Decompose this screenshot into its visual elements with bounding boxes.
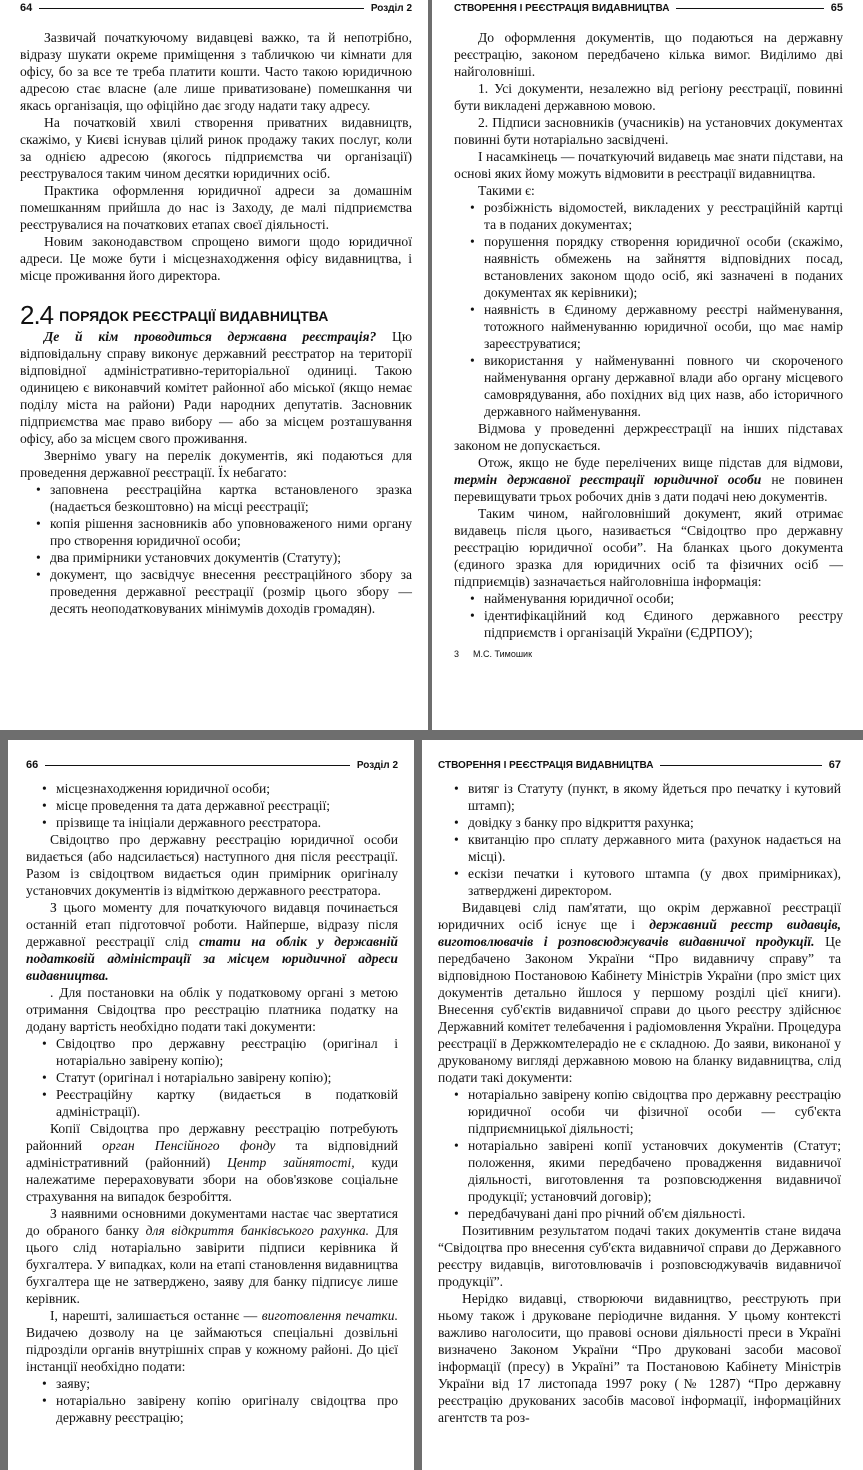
paragraph: І насамкінець — початкуючий видавець має знати підстави, на основі яких йому можуть відмовити в реєстрації видавництва. [454, 149, 843, 181]
list-item: • копія рішення засновників або уповноваженого ними органу про створення юридичної особи; [50, 515, 412, 549]
bullet-list [20, 481, 412, 617]
paragraph [26, 1307, 398, 1375]
emphasis: орган Пенсійного фонду [102, 1138, 276, 1153]
list-item: • розбіжність відомостей, викладених у реєстраційній картці та в поданих документах; [484, 199, 843, 233]
paragraph-text: І, нарешті, залишається останнє — [50, 1308, 262, 1323]
list-item: • Свідоцтво про державну реєстрацію (оригінал і нотаріально завірену копію); [56, 1035, 398, 1069]
section-number: 2.4 [20, 300, 54, 330]
paragraph-text: Отож, якщо не буде перелічених вище підстав для відмови, [478, 455, 843, 470]
section-heading [20, 302, 412, 328]
paragraph-text: та відповідний адміністративний (районний) [26, 1138, 398, 1170]
paragraph: 2. Підписи засновників (учасників) на установчих документах повинні бути нотаріально засвідчені. [454, 115, 843, 147]
list-item: • документ, що засвідчує внесення реєстраційного збору за проведення державної реєстрації (розмір цього збору — десять неоподатковуваних мінімумів доходів громадян). [50, 566, 412, 617]
bullet-list [26, 1375, 398, 1426]
bullet-list [26, 1035, 398, 1120]
header-rule [660, 765, 821, 766]
paragraph: Новим законодавством спрощено вимоги щодо юридичної адреси. Це може бути і місцезнаходження офісу видавництва, і місце проживання його директора. [20, 234, 412, 283]
list-item: • Статут (оригінал і нотаріально завірену копію); [56, 1069, 398, 1086]
running-head: СТВОРЕННЯ І РЕЄСТРАЦІЯ ВИДАВНИЦТВА [454, 2, 670, 14]
list-item: • Реєстраційну картку (видається в податковій адміністрації). [56, 1086, 398, 1120]
paragraph-text: куди належатиме перераховувати збори на обов'язкове соціальне страхування на випадок безробіття. [26, 1155, 398, 1204]
paragraph-text: З наявними основними документами настає час звертатися до обраного банку [26, 1206, 398, 1238]
paragraph-text: Видавцеві слід пам'ятати, що окрім державної реєстрації юридичних осіб існує ще і [438, 900, 841, 932]
bullet-list [26, 780, 398, 831]
emphasis: для відкриття банківського рахунка. [145, 1223, 370, 1238]
bullet-list [454, 199, 843, 420]
page-64 [0, 0, 428, 730]
list-item: • найменування юридичної особи; [484, 590, 843, 607]
list-item: • довідку з банку про відкриття рахунка; [468, 814, 841, 831]
paragraph: Позитивним результатом подачі таких документів стане видача “Свідоцтва про внесення суб'єкта видавничої справи до Державного реєстру видавців, виготовлювачів і розповсюджувачів видавничої продукції”. [438, 1223, 841, 1289]
paragraph: Зазвичай початкуючому видавцеві важко, та й непотрібно, відразу шукати окреме приміщення з табличкою чи кімнати для офісу, бо за все те треба платити кошти. Часто такою юридичною адресою стає власне (але лише приватизоване) помешкання чи якась організація, що офіційно дає згоду надати таку адресу. [20, 30, 412, 113]
paragraph: До оформлення документів, що подаються на державну реєстрацію, законом передбачено кілька вимог. Виділимо дві найголовніші. [454, 30, 843, 79]
chapter-label: Розділ 2 [356, 759, 398, 771]
paragraph-text: З цього моменту для початкуючого видавця починається останній етап підготовчої роботи. Найперше, відразу після державної реєстрації слід [26, 900, 398, 949]
page-65 [432, 0, 863, 730]
list-item: • квитанцію про сплату державного мита (рахунок надається на місці). [468, 831, 841, 865]
paragraph: 1. Усі документи, незалежно від регіону реєстрації, повинні бути викладені державною мовою. [454, 81, 843, 113]
list-item: • нотаріально завірені копії установчих документів (Статут; положення, якими передбачено провадження видавничої діяльності, виготовлення та розповсюдження видавничої продукції; установчий договір); [468, 1137, 841, 1205]
paragraph: . Для постановки на облік у податковому органі з метою отримання Свідоцтва про реєстрацію платника податку на додану вартість необхідно подати такі документи: [26, 985, 398, 1034]
list-item: • порушення порядку створення юридичної особи (скажімо, наявність обмежень на зайняття відповідних посад, встановлених законом щодо осіб, які зазначені в поданих документах як керівники); [484, 233, 843, 301]
header-rule [676, 8, 823, 9]
list-item: • ескізи печатки і кутового штампа (у двох примірниках), затверджені директором. [468, 865, 841, 899]
page-header [454, 1, 843, 15]
paragraph-text: Видачею дозволу на це займаються спеціальні дозвільні підрозділи органів внутрішніх справ у кожному районі. До цієї інстанції необхідно подати: [26, 1325, 398, 1374]
chapter-label: Розділ 2 [370, 2, 412, 14]
page-number: 65 [830, 2, 843, 14]
emphasis: виготовлення печатки. [261, 1308, 398, 1323]
emphasis: термін державної реєстрації юридичної особи [454, 472, 762, 487]
section-title: ПОРЯДОК РЕЄСТРАЦІЇ ВИДАВНИЦТВА [59, 308, 329, 324]
page-67 [422, 740, 863, 1470]
paragraph [26, 1205, 398, 1307]
page-footer [454, 649, 843, 659]
list-item: • нотаріально завірену копію свідоцтва про державну реєстрацію юридичної особи чи фізичної особи — суб'єкта підприємницької діяльності; [468, 1086, 841, 1137]
paragraph [20, 328, 412, 447]
paragraph-text: Для цього слід нотаріально завірити підписи керівника й бухгалтера. У випадках, коли на етапі становлення видавництва бухгалтера ще не затверджено, заяву для банку підписує лише керівник. [26, 1223, 398, 1306]
paragraph: Нерідко видавці, створюючи видавництво, реєструють при ньому також і друковане періодичне видання. У цьому контексті важливо наголосити, що правові основи діяльності преси в Україні визначено Законом України “Про друковані засоби масової інформації (пресу) в Україні” та Постановою Кабінету Міністрів України від 17 листопада 1997 року (№ 1287) “Про державну реєстрацію друкованих засобів масової інформації, інформаційних агентств та роз- [438, 1291, 841, 1425]
signature-mark: 3 [454, 649, 460, 659]
bullet-list [454, 590, 843, 641]
header-rule [39, 8, 364, 9]
paragraph-text: Це передбачено Законом України “Про видавничу справу” та відповідною Постановою Кабінету Міністрів України (про зміст цих документів детально йшлося у першому розділі цієї книги). Внесення суб'єктів видавничої справи до цього реєстру здійснює Державний комітет телебачення і радіомовлення України. Процедура реєстрації в Держкомтелерадіо не є складною. До заяви, виконаної у друкованому вигляді державною мовою на бланку видавництва, слід подати такі документи: [438, 934, 841, 1085]
paragraph: На початковій хвилі створення приватних видавництв, скажімо, у Києві існував цілий ринок продажу таких послуг, коли за однією адресою (якогось підприємства чи організації) реєструвалося таким чином десятки юридичних осіб. [20, 115, 412, 181]
emphasis: стати на облік у державній податковій адміністрації за місцем юридичної адреси видавництва. [26, 934, 398, 983]
paragraph-text: не повинен перевищувати трьох робочих днів з дати подачі нею документів. [454, 472, 843, 504]
page-number: 64 [20, 2, 33, 14]
list-item: • використання у найменуванні повного чи скороченого найменування органу державної влади або органу місцевого самоврядування, або похідних від цих назв, або історичного державного найменування. [484, 352, 843, 420]
emphasis: державний реєстр видавців, виготовлювачів і розповсюджувачів видавничої продукції. [438, 917, 841, 949]
running-head: СТВОРЕННЯ І РЕЄСТРАЦІЯ ВИДАВНИЦТВА [438, 759, 654, 771]
page-header [438, 758, 841, 772]
list-item: • передбачувані дані про річний об'єм діяльності. [468, 1205, 841, 1222]
list-item: • ідентифікаційний код Єдиного державного реєстру підприємств і організацій України (ЄДРПОУ); [484, 607, 843, 641]
list-item: • заповнена реєстраційна картка встановленого зразка (надається безкоштовно) на місці реєстрації; [50, 481, 412, 515]
emphasis: Де й кім проводиться державна реєстрація? [44, 329, 377, 344]
page-number: 66 [26, 759, 39, 771]
list-item: • місце проведення та дата державної реєстрації; [56, 797, 398, 814]
paragraph-text: Копії Свідоцтва про державну реєстрацію потребують районний [26, 1121, 398, 1153]
list-item: • два примірники установчих документів (Статуту); [50, 549, 412, 566]
paragraph [454, 454, 843, 505]
page-66 [8, 740, 414, 1470]
author-name: М.С. Тимошик [473, 649, 533, 659]
list-item: • місцезнаходження юридичної особи; [56, 780, 398, 797]
header-rule [45, 765, 350, 766]
list-item: • нотаріально завірену копію оригіналу свідоцтва про державну реєстрацію; [56, 1392, 398, 1426]
bullet-list [438, 780, 841, 899]
list-item: • витяг із Статуту (пункт, в якому йдеться про печатку і кутовий штамп); [468, 780, 841, 814]
paragraph [438, 899, 841, 1086]
bullet-list [438, 1086, 841, 1222]
paragraph-text: Цю відповідальну справу виконує державний реєстратор на території відповідної адміністративно-територіальної одиниці. Такою одиницею є виконавчий комітет районної або міської (якщо немає поділу міста на райони) Ради народних депутатів. Засновник підприємства має право вибору — або за місцем розташування офісу, або за місцем свого проживання. [20, 329, 412, 446]
paragraph: Такими є: [478, 183, 535, 198]
list-item: • наявність в Єдиному державному реєстрі найменування, тотожного найменуванню юридичної особи, що має намір зареєструватися; [484, 301, 843, 352]
page-number: 67 [828, 759, 841, 771]
list-item: • заяву; [56, 1375, 398, 1392]
page-header [20, 1, 412, 15]
paragraph: Таким чином, найголовніший документ, який отримає видавець після цього, називається “Свідоцтво про державну реєстрацію юридичної особи”. На бланках цього документа (єдиного зразка для юридичних осіб та фізичних осіб — підприємців) зазначається найголовніша інформація: [454, 506, 843, 589]
paragraph: Практика оформлення юридичної адреси за домашнім помешканням прийшла до нас із Заходу, де малі підприємства реєструвалися на початкових етапах своєї діяльності. [20, 183, 412, 232]
emphasis: Центр зайнятості, [227, 1155, 355, 1170]
list-item: • прізвище та ініціали державного реєстратора. [56, 814, 398, 831]
paragraph [26, 899, 398, 984]
paragraph: Відмова у проведенні держреєстрації на інших підставах законом не допускається. [454, 421, 843, 453]
paragraph [26, 1120, 398, 1205]
paragraph: Свідоцтво про державну реєстрацію юридичної особи видається (або надсилається) наступного дня після реєстрації. Разом із свідоцтвом видається один примірник оригіналу установчих документів із відміткою державного реєстратора. [26, 832, 398, 898]
page-header [26, 758, 398, 772]
paragraph: Звернімо увагу на перелік документів, які подаються для проведення державної реєстрації. Їх небагато: [20, 448, 412, 480]
